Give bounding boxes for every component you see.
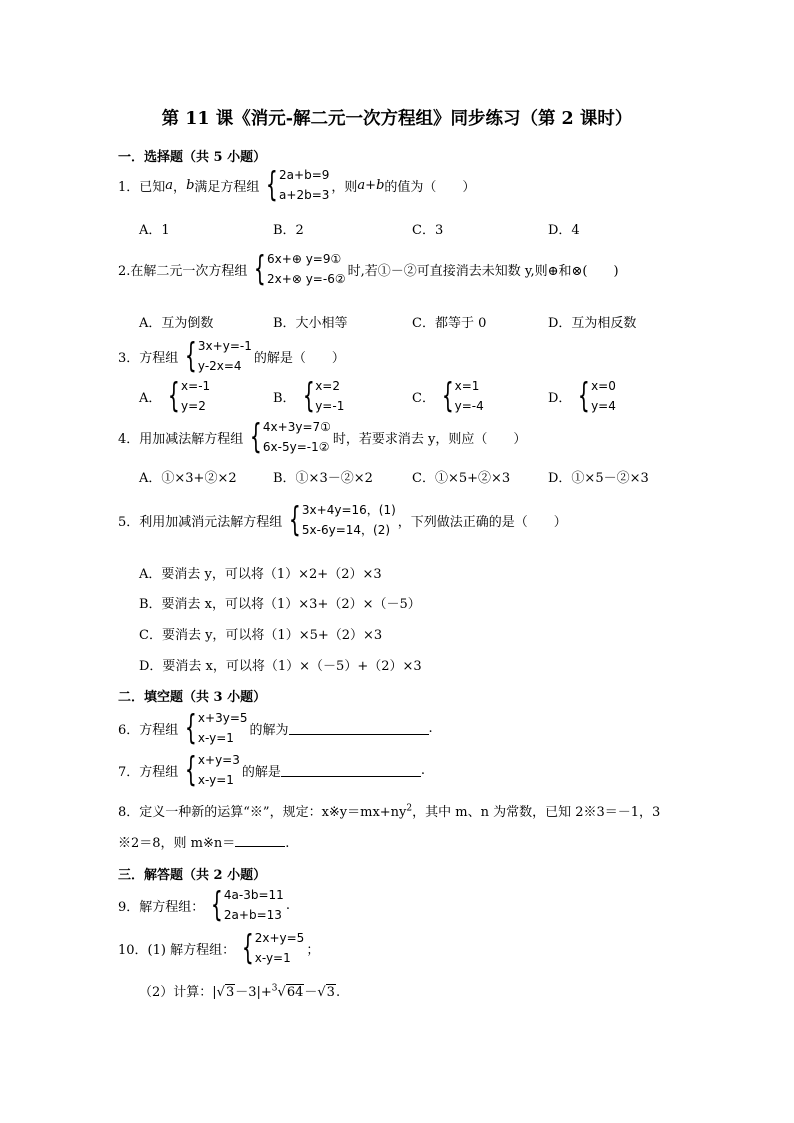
q2-option-a: A．互为倒数 [139, 316, 214, 331]
q1-option-c: C．3 [412, 223, 444, 238]
q3-prefix: 3．方程组 [118, 350, 179, 366]
page-title: 第 11 课《消元-解二元一次方程组》同步练习（第 2 课时） [161, 109, 633, 129]
q8-text-3: ※2＝8，则 m※n＝ [118, 836, 236, 851]
q2-prefix: 2.在解二元一次方程组 [118, 263, 248, 279]
q4-post: 时，若要求消去 y，则应（ ） [332, 431, 527, 447]
q4-option-a: A．①×3+②×2 [139, 471, 237, 486]
q4-equation-system [245, 417, 331, 457]
sqrt-icon: √ [277, 985, 286, 1000]
question-1 [118, 165, 475, 205]
q10-p5-text: . [335, 985, 341, 1000]
q2-eq2: 2x+⊗ y=-6② [267, 272, 346, 286]
question-8-line-1 [118, 801, 660, 820]
q3-eq2: y-2x=4 [197, 359, 242, 373]
q3-d-x: x=0 [591, 379, 616, 393]
q3-equation-system [180, 336, 252, 376]
q7-end: . [420, 762, 426, 778]
q8-superscript: 2 [406, 803, 413, 814]
q1-prefix: 1．已知 [118, 179, 166, 195]
brace-icon: { [254, 249, 267, 289]
q10-p2-text: （2）计算：| [139, 985, 217, 1000]
q10-radicand-3: 3 [326, 985, 335, 1000]
q5-option-a: A．要消去 y，可以将（1）×2+（2）×3 [139, 567, 382, 582]
q10-prefix: 10．(1) 解方程组： [118, 942, 236, 958]
q3-option-c-label: C． [412, 390, 435, 406]
q2-eq1: 6x+⊕ y=9① [267, 252, 342, 266]
q3-option-d [548, 376, 618, 416]
q3-option-a-label: A． [139, 390, 162, 406]
question-4 [118, 417, 526, 457]
q1-option-d: D．4 [548, 223, 580, 238]
q3-option-a [139, 376, 212, 416]
q4-eq2: 6x-5y=-1② [262, 440, 330, 454]
q6-eq1: x+3y=5 [197, 711, 248, 725]
q7-equation-system [180, 750, 240, 790]
q3-b-y: y=-1 [315, 399, 345, 413]
q1-var-b: b [186, 177, 195, 193]
brace-icon: { [241, 928, 254, 968]
q6-answer-blank [289, 722, 429, 735]
section-heading-fill: 二．填空题（共 3 小题） [118, 690, 267, 705]
q5-equation-system [284, 500, 396, 540]
q10-equation-system [237, 928, 304, 968]
sqrt-icon: √ [216, 985, 225, 1000]
q7-answer-blank [281, 764, 421, 777]
q7-post: 的解是 [241, 764, 281, 780]
q1-mid: 满足方程组 [194, 179, 260, 195]
question-10 [118, 928, 319, 968]
q8-text-1: 8．定义一种新的运算“※”，规定：x※y＝mx+ny [118, 805, 407, 820]
q9-post: . [285, 897, 290, 913]
brace-icon: { [578, 376, 591, 416]
q7-eq1: x+y=3 [197, 753, 240, 767]
q1-var-a: a [165, 177, 174, 193]
q3-b-x: x=2 [315, 379, 340, 393]
q3-option-b [273, 376, 346, 416]
q1-eq2: a+2b=3 [279, 188, 330, 202]
q1-option-b: B．2 [273, 223, 304, 238]
brace-icon: { [168, 376, 181, 416]
q5-eq1: 3x+4y=16，(1) [301, 503, 396, 517]
q10-p4-text: － [304, 985, 318, 1000]
question-6 [118, 708, 433, 748]
brace-icon: { [211, 885, 224, 925]
section-heading-choice: 一．选择题（共 5 小题） [118, 150, 267, 165]
question-9 [118, 885, 290, 925]
q2-equation-system [249, 249, 345, 289]
q5-prefix: 5．利用加减消元法解方程组 [118, 514, 283, 530]
q10-radicand-1: 3 [225, 985, 235, 1000]
q4-option-d: D．①×5－②×3 [548, 471, 649, 486]
q3-c-y: y=-4 [454, 399, 484, 413]
q9-eq2: 2a+b=13 [223, 908, 282, 922]
question-5 [118, 500, 567, 540]
q2-option-c: C．都等于 0 [412, 316, 487, 331]
question-7 [118, 750, 425, 790]
brace-icon: { [185, 336, 198, 376]
q9-equation-system [206, 885, 284, 925]
q8-end: . [285, 836, 290, 851]
q3-eq1: 3x+y=-1 [197, 339, 252, 353]
brace-icon: { [441, 376, 454, 416]
brace-icon: { [266, 165, 279, 205]
q3-option-c [412, 376, 486, 416]
q1-post2: 的值为（ ） [384, 179, 476, 195]
q1-eq1: 2a+b=9 [279, 168, 330, 182]
q8-text-2: ，其中 m、n 为常数，已知 2※3＝－1，3 [412, 805, 661, 820]
q4-option-c: C．①×5+②×3 [412, 471, 511, 486]
q10-radicand-2: 64 [286, 985, 304, 1000]
q2-option-d: D．互为相反数 [548, 316, 637, 331]
q3-a-y: y=2 [181, 399, 206, 413]
q4-eq1: 4x+3y=7① [262, 420, 331, 434]
q10-cube-index: 3 [271, 983, 278, 994]
brace-icon: { [185, 708, 198, 748]
q5-eq2: 5x-6y=14，(2) [301, 523, 391, 537]
q4-prefix: 4．用加减法解方程组 [118, 431, 244, 447]
q3-c-x: x=1 [454, 379, 480, 393]
question-2 [118, 249, 619, 289]
q6-end: . [428, 720, 433, 736]
q3-d-y: y=4 [591, 399, 616, 413]
section-heading-solve: 三．解答题（共 2 小题） [118, 868, 267, 883]
q8-answer-blank [235, 834, 285, 847]
q10-eq1: 2x+y=5 [254, 931, 305, 945]
q1-equation-system [261, 165, 329, 205]
brace-icon: { [250, 417, 263, 457]
q6-prefix: 6．方程组 [118, 722, 179, 738]
q3-a-x: x=-1 [181, 379, 211, 393]
q6-equation-system [180, 708, 247, 748]
brace-icon: { [302, 376, 315, 416]
q10-eq2: x-y=1 [254, 951, 291, 965]
q1-comma: ， [173, 179, 187, 195]
q1-post1: ，则 [331, 179, 358, 195]
q9-prefix: 9．解方程组： [118, 899, 205, 915]
q9-eq1: 4a-3b=11 [223, 888, 284, 902]
q1-ab: a+b [357, 177, 385, 193]
brace-icon: { [185, 750, 198, 790]
question-10-part-2 [139, 981, 340, 1000]
brace-icon: { [289, 500, 302, 540]
q5-post: ，下列做法正确的是（ ） [397, 514, 567, 530]
q4-option-b: B．①×3－②×2 [273, 471, 373, 486]
q5-option-d: D．要消去 x，可以将（1）×（－5）+（2）×3 [139, 659, 422, 674]
q2-post: 时,若①－②可直接消去未知数 y,则⊕和⊗( ) [347, 263, 619, 279]
sqrt-icon: √ [317, 985, 326, 1000]
q3-option-b-label: B． [273, 390, 296, 406]
q3-option-d-label: D． [548, 390, 572, 406]
question-8-line-2 [118, 832, 289, 851]
q10-p3-text: －3|+ [235, 985, 272, 1000]
q1-option-a: A．1 [139, 223, 170, 238]
q7-eq2: x-y=1 [197, 773, 234, 787]
q6-eq2: x-y=1 [197, 731, 234, 745]
q10-post: ； [306, 942, 320, 958]
q2-option-b: B．大小相等 [273, 316, 348, 331]
q3-post: 的解是（ ） [253, 350, 345, 366]
question-3 [118, 336, 345, 376]
q7-prefix: 7．方程组 [118, 764, 179, 780]
q6-post: 的解为 [249, 722, 289, 738]
q5-option-c: C．要消去 y，可以将（1）×5+（2）×3 [139, 628, 383, 643]
q5-option-b: B．要消去 x，可以将（1）×3+（2）×（－5） [139, 597, 421, 612]
